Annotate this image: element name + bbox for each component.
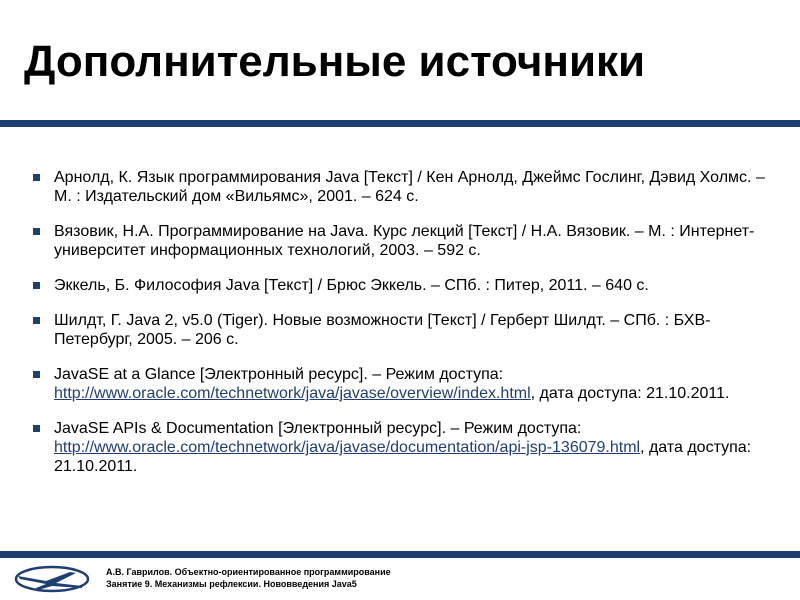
reference-link[interactable]: http://www.oracle.com/technetwork/java/javase/overview/index.html [54, 385, 531, 402]
reference-text [54, 420, 751, 475]
footer-divider [0, 551, 800, 558]
reference-item [30, 365, 775, 403]
reference-text-segment: , дата доступа: 21.10.2011. [530, 385, 730, 402]
reference-text [54, 223, 754, 259]
square-bullet-icon [33, 228, 40, 235]
square-bullet-icon [33, 317, 40, 324]
square-bullet-icon [33, 174, 40, 181]
reference-text [54, 366, 729, 402]
reference-text-segment: JavaSE at a Glance [Электронный ресурс]. – Режим доступа: [54, 366, 504, 383]
reference-text-segment: Вязовик, Н.А. Программирование на Java. Курс лекций [Текст] / Н.А. Вязовик. – М. : Интернет-университет информационных технологий, 2003. – 592 с. [54, 223, 755, 259]
reference-text [54, 312, 710, 348]
reference-text [54, 277, 649, 294]
reference-text [54, 169, 765, 205]
reference-text-segment: Эккель, Б. Философия Java [Текст] / Брюс Эккель. – СПб. : Питер, 2011. – 640 с. [54, 277, 649, 294]
reference-text-segment: Шилдт, Г. Java 2, v5.0 (Tiger). Новые возможности [Текст] / Герберт Шилдт. – СПб. : БХВ-Петербург, 2005. – 206 с. [54, 312, 711, 348]
reference-text-segment: , дата доступа: 21.10.2011. [54, 439, 752, 475]
title-divider [0, 120, 800, 127]
slide-title: Дополнительные источники [24, 37, 646, 86]
reference-text-segment: Арнолд, К. Язык программирования Java [Текст] / Кен Арнолд, Джеймс Гослинг, Дэвид Холмс. – М. : Издательский дом «Вильямс», 2001. – 624 с. [54, 169, 765, 205]
reference-item [30, 419, 775, 476]
reference-item [30, 276, 775, 295]
footer-lesson-title: Занятие 9. Механизмы рефлексии. Нововведения Java5 [106, 579, 357, 589]
reference-item [30, 222, 775, 260]
footer-author-course: А.В. Гаврилов. Объектно-ориентированное программирование [106, 567, 391, 577]
reference-item [30, 311, 775, 349]
reference-item [30, 168, 775, 206]
airplane-logo-icon [12, 562, 92, 594]
square-bullet-icon [33, 425, 40, 432]
square-bullet-icon [33, 282, 40, 289]
square-bullet-icon [33, 371, 40, 378]
reference-list [30, 168, 775, 492]
reference-text-segment: JavaSE APIs & Documentation [Электронный ресурс]. – Режим доступа: [54, 420, 582, 437]
reference-link[interactable]: http://www.oracle.com/technetwork/java/javase/documentation/api-jsp-136079.html [54, 439, 641, 456]
